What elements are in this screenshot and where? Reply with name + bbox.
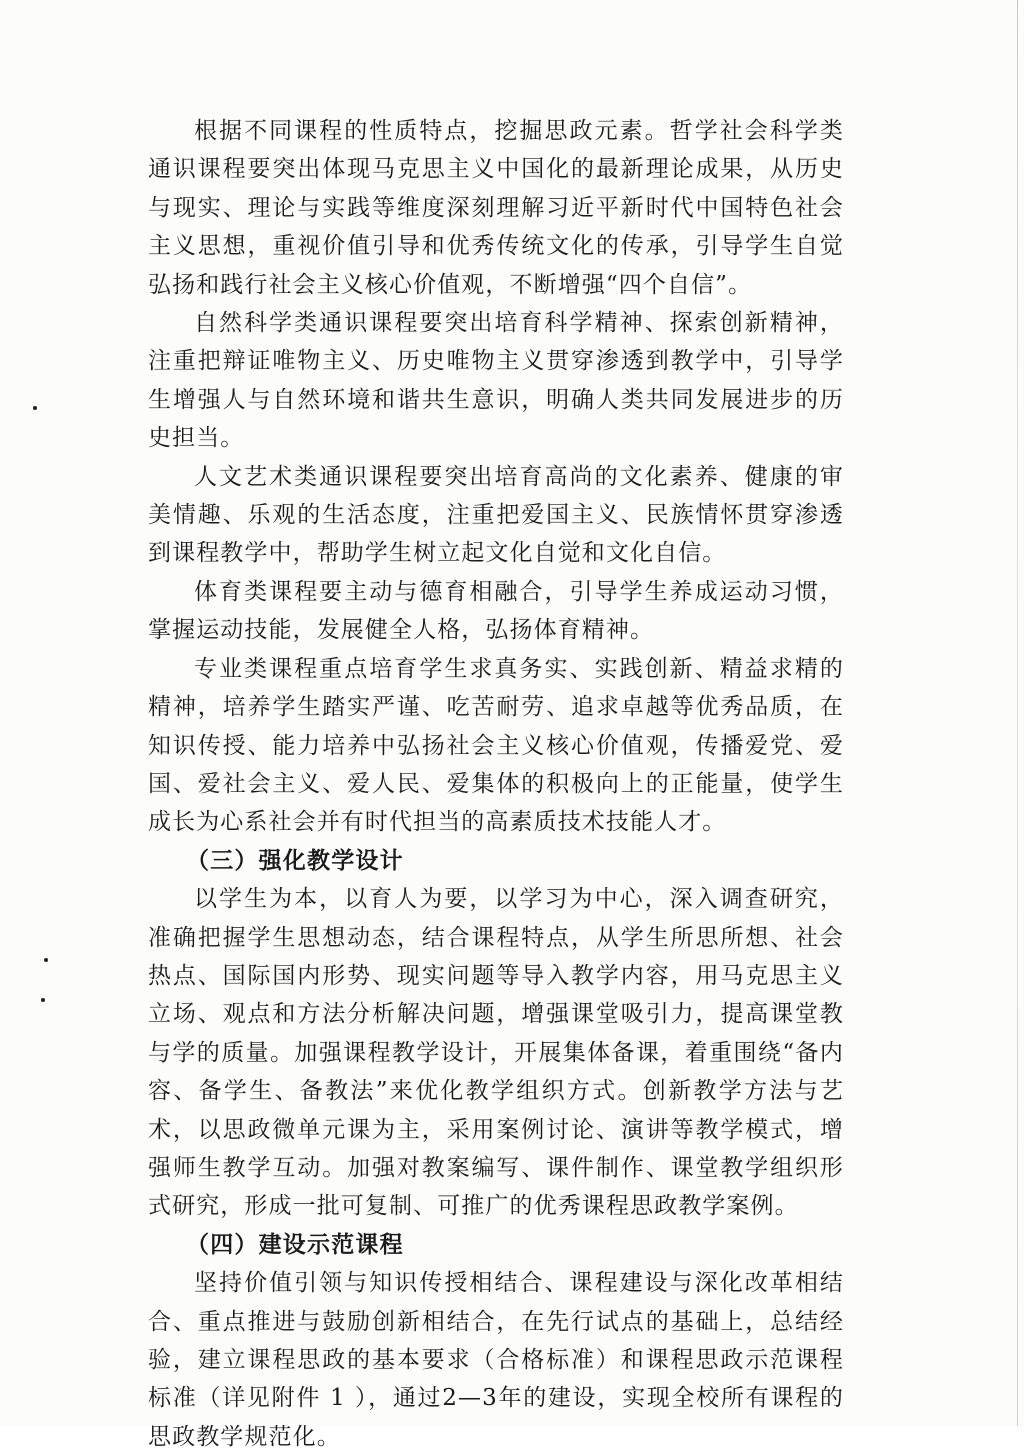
paragraph-physical-education: 体育类课程要主动与德育相融合，引导学生养成运动习惯，掌握运动技能，发展健全人格，弘扬体育精神。 — [148, 578, 844, 644]
document-body — [148, 112, 844, 1456]
scan-speck — [44, 958, 48, 962]
paragraph-teaching-design: 以学生为本，以育人为要，以学习为中心，深入调查研究，准确把握学生思想动态，结合课程特点，从学生所思所想、社会热点、国际国内形势、现实问题等导入教学内容，用马克思主义立场、观点和方法分析解决问题，增强课堂吸引力，提高课堂教与学的质量。加强课程教学设计，开展集体备课，着重围绕“备内容、备学生、备教法”来优化教学组织方式。创新教学方法与艺术，以思政微单元课为主，采用案例讨论、演讲等教学模式，增强师生教学互动。加强对教案编写、课件制作、课堂教学组织形式研究，形成一批可复制、可推广的优秀课程思政教学案例。 — [148, 886, 844, 1220]
paragraph-natural-science: 自然科学类通识课程要突出培育科学精神、探索创新精神，注重把辩证唯物主义、历史唯物主义贯穿渗透到教学中，引导学生增强人与自然环境和谐共生意识，明确人类共同发展进步的历史担当。 — [148, 310, 844, 452]
scan-edge-line — [1017, 0, 1018, 1426]
scan-speck — [41, 998, 45, 1002]
section-heading-demonstration-courses: （四）建设示范课程 — [186, 1230, 404, 1258]
section-heading-teaching-design: （三）强化教学设计 — [186, 846, 404, 874]
paragraph-humanities-arts: 人文艺术类通识课程要突出培育高尚的文化素养、健康的审美情趣、乐观的生活态度，注重把爱国主义、民族情怀贯穿渗透到课程教学中，帮助学生树立起文化自觉和文化自信。 — [148, 463, 844, 567]
paragraph-demonstration-courses: 坚持价值引领与知识传授相结合、课程建设与深化改革相结合、重点推进与鼓励创新相结合，在先行试点的基础上，总结经验，建立课程思政的基本要求（合格标准）和课程思政示范课程标准（详见附件 1 ），通过2—3年的建设，实现全校所有课程的思政教学规范化。 — [148, 1270, 844, 1450]
scan-speck — [33, 406, 37, 410]
paragraph-professional-courses: 专业类课程重点培育学生求真务实、实践创新、精益求精的精神，培养学生踏实严谨、吃苦耐劳、追求卓越等优秀品质，在知识传授、能力培养中弘扬社会主义核心价值观，传播爱党、爱国、爱社会主义、爱人民、爱集体的积极向上的正能量，使学生成长为心系社会并有时代担当的高素质技术技能人才。 — [148, 655, 844, 836]
paragraph-ideological-elements: 根据不同课程的性质特点，挖掘思政元素。哲学社会科学类通识课程要突出体现马克思主义中国化的最新理论成果，从历史与现实、理论与实践等维度深刻理解习近平新时代中国特色社会主义思想，重视价值引导和优秀传统文化的传承，引导学生自觉弘扬和践行社会主义核心价值观，不断增强“四个自信”。 — [148, 118, 844, 298]
